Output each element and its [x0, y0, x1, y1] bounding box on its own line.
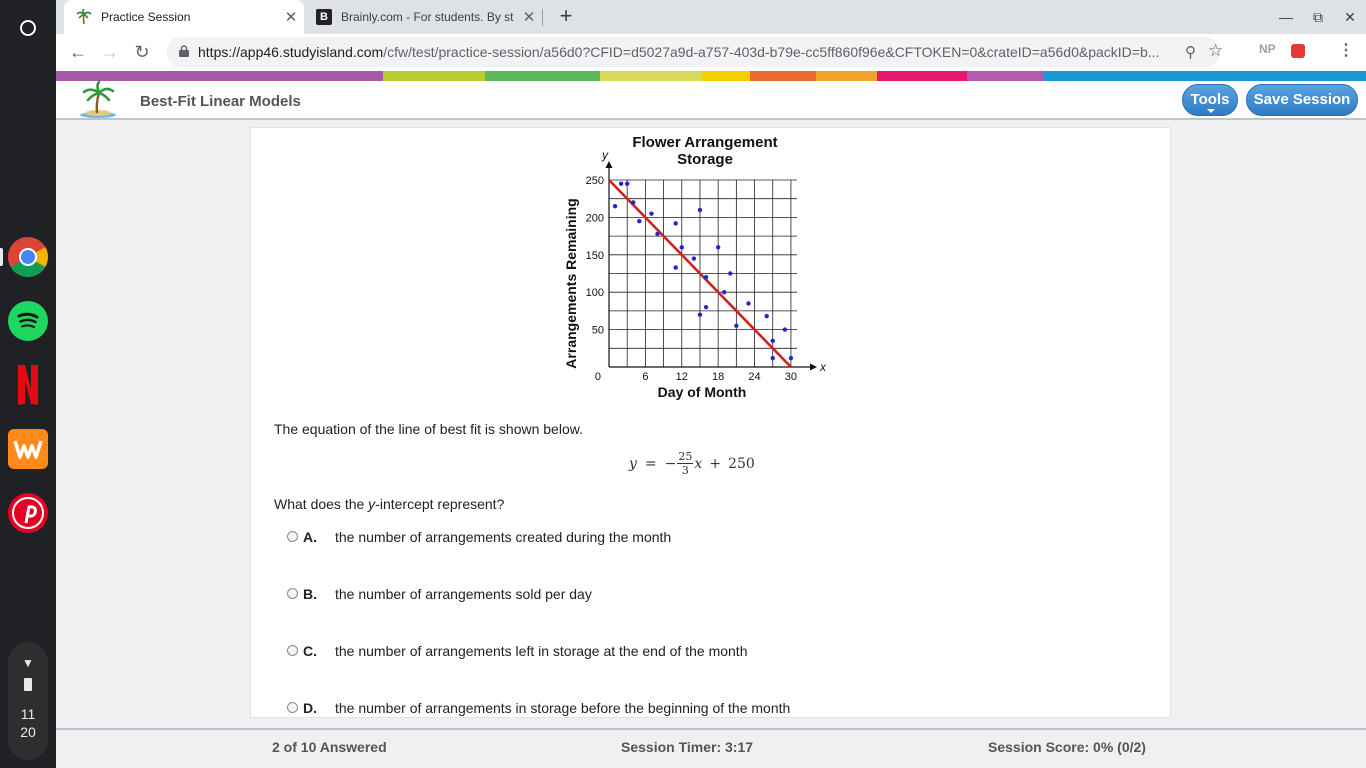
color-stripe-segment — [383, 71, 485, 81]
bookmark-star-icon[interactable]: ☆ — [1208, 41, 1224, 60]
eq-numerator: 25 — [678, 450, 693, 463]
data-point — [704, 305, 708, 309]
data-point — [619, 182, 623, 186]
app-header — [56, 81, 1366, 120]
y-tick-label: 50 — [591, 324, 604, 337]
prompt-text: What does the — [274, 496, 369, 512]
minimize-button[interactable]: — — [1279, 9, 1293, 25]
netflix-icon — [15, 365, 41, 405]
choice-letter: A. — [303, 529, 317, 545]
y-tick-label: 200 — [585, 212, 604, 225]
data-point — [771, 356, 775, 360]
page — [56, 71, 1366, 768]
system-tray[interactable] — [8, 642, 48, 760]
np-extension-icon[interactable]: NP — [1259, 42, 1276, 56]
data-point — [674, 221, 678, 225]
eq-constant: 250 — [728, 455, 755, 472]
data-point — [734, 324, 738, 328]
y-axis-letter: y — [602, 148, 608, 162]
y-tick-label: 100 — [585, 287, 604, 300]
island-logo — [78, 81, 118, 119]
spotify-app-button[interactable] — [8, 301, 48, 341]
data-point — [631, 200, 635, 204]
launcher-button[interactable] — [8, 8, 48, 48]
session-footer — [56, 728, 1366, 768]
tab-strip — [56, 0, 1366, 34]
zoom-icon[interactable]: ⚲ — [1185, 44, 1196, 61]
x-axis-letter: x — [820, 360, 826, 374]
tools-button[interactable] — [1182, 84, 1238, 116]
browser-toolbar — [56, 34, 1366, 71]
data-point — [649, 211, 653, 215]
data-point — [789, 356, 793, 360]
choice-b[interactable] — [287, 584, 592, 604]
back-button[interactable]: ← — [69, 42, 87, 62]
lock-icon — [179, 45, 189, 57]
data-point — [698, 208, 702, 212]
tab-title: Practice Session — [101, 10, 191, 24]
best-fit-equation — [629, 450, 755, 477]
battery-icon — [24, 678, 32, 691]
tab-practice-session[interactable] — [64, 0, 304, 34]
netflix-app-button[interactable] — [8, 365, 48, 405]
chrome-app-button[interactable] — [8, 237, 48, 277]
eq-fraction — [677, 450, 693, 477]
eq-variable: x — [694, 455, 703, 472]
tools-label: Tools — [1190, 91, 1230, 108]
menu-icon[interactable]: ⋮ — [1338, 42, 1354, 59]
x-axis-arrow — [810, 364, 817, 371]
data-point — [698, 312, 702, 316]
clock-hour: 11 — [20, 706, 36, 722]
radio-button[interactable] — [287, 588, 298, 599]
close-tab-icon[interactable]: ✕ — [522, 9, 536, 26]
url-path: /cfw/test/practice-session/a56d0?CFID=d5027a9d-a757-403d-b79e-cc5ff860f96e&CFTOKEN=0&crateID=a56d0&packID=b... — [383, 44, 1160, 60]
launcher-icon — [20, 20, 36, 36]
eq-lhs: y — [629, 455, 637, 472]
choice-text: the number of arrangements created during the month — [335, 529, 672, 545]
x-tick-label: 30 — [784, 371, 798, 383]
y-axis-label: Arrangements Remaining — [563, 198, 579, 369]
forward-button[interactable]: → — [101, 42, 119, 62]
choice-text: the number of arrangements sold per day — [335, 586, 592, 602]
color-stripe-segment — [816, 71, 877, 81]
tab-title: Brainly.com - For students. By st — [341, 10, 514, 24]
session-timer: Session Timer: 3:17 — [621, 739, 754, 755]
reload-button[interactable]: ↻ — [134, 42, 150, 62]
new-tab-button[interactable]: + — [559, 3, 573, 28]
color-stripe-segment — [750, 71, 816, 81]
eq-plus: + — [709, 455, 722, 472]
choice-text: the number of arrangements left in storage at the end of the month — [335, 643, 748, 659]
x-tick-label: 18 — [712, 371, 725, 383]
address-bar[interactable] — [166, 37, 1224, 67]
shield-extension-icon[interactable] — [1291, 44, 1305, 58]
radio-button[interactable] — [287, 531, 298, 542]
active-app-indicator — [0, 248, 3, 266]
data-point — [783, 327, 787, 331]
data-point — [764, 314, 768, 318]
choice-letter: B. — [303, 586, 317, 602]
tab-divider — [542, 9, 543, 26]
data-point — [692, 256, 696, 260]
data-point — [746, 301, 750, 305]
color-stripe-segment — [967, 71, 1044, 81]
prompt-text: -intercept represent? — [375, 496, 505, 512]
eq-sign: − — [664, 455, 677, 472]
y-axis-arrow — [606, 161, 613, 168]
wattpad-app-button[interactable] — [8, 429, 48, 469]
data-point — [625, 182, 629, 186]
scatter-chart — [559, 130, 829, 400]
tab-brainly[interactable] — [304, 0, 542, 34]
x-axis-label: Day of Month — [657, 384, 747, 400]
palm-tree-favicon — [76, 9, 92, 25]
choice-a[interactable] — [287, 527, 671, 547]
color-stripe-segment — [56, 71, 383, 81]
question-prompt — [274, 496, 504, 512]
y-tick-label: 150 — [585, 249, 604, 262]
clock-minute: 20 — [20, 724, 36, 740]
data-point — [674, 265, 678, 269]
color-stripe-segment — [702, 71, 750, 81]
data-point — [613, 204, 617, 208]
radio-button[interactable] — [287, 645, 298, 656]
answered-count: 2 of 10 Answered — [272, 739, 387, 755]
choice-letter: C. — [303, 643, 317, 659]
clock — [8, 705, 48, 741]
color-stripe — [56, 71, 1366, 81]
color-stripe-segment — [485, 71, 600, 81]
pinterest-icon — [8, 493, 48, 533]
url-host: https://app46.studyisland.com — [198, 44, 384, 60]
color-stripe-segment — [600, 71, 702, 81]
close-window-button[interactable]: ✕ — [1344, 9, 1356, 25]
equation-intro: The equation of the line of best fit is shown below. — [274, 421, 583, 437]
choice-text: the number of arrangements in storage before the beginning of the month — [335, 700, 791, 716]
choice-d[interactable] — [287, 698, 790, 718]
x-tick-label: 6 — [642, 371, 649, 383]
data-point — [722, 290, 726, 294]
wifi-icon: ▼ — [22, 656, 34, 670]
lesson-title: Best-Fit Linear Models — [140, 93, 301, 110]
color-stripe-segment — [877, 71, 967, 81]
data-point — [728, 271, 732, 275]
pinterest-app-button[interactable] — [8, 493, 48, 533]
spotify-icon — [17, 312, 39, 330]
url-text — [198, 37, 1173, 67]
chevron-down-icon — [1207, 109, 1215, 113]
session-score: Session Score: 0% (0/2) — [988, 739, 1146, 755]
origin-label: 0 — [594, 371, 601, 383]
brainly-favicon: B — [316, 9, 332, 25]
data-point — [680, 245, 684, 249]
wattpad-icon — [13, 438, 43, 460]
x-tick-label: 12 — [675, 371, 688, 383]
os-shelf — [0, 0, 56, 768]
data-point — [704, 275, 708, 279]
chrome-icon — [8, 237, 48, 277]
data-point — [637, 219, 641, 223]
radio-button[interactable] — [287, 702, 298, 713]
chart-title: Flower Arrangement — [632, 134, 778, 151]
data-point — [716, 245, 720, 249]
eq-denominator: 3 — [681, 464, 689, 477]
choice-c[interactable] — [287, 641, 747, 661]
question-panel — [250, 127, 1171, 718]
close-tab-icon[interactable]: ✕ — [284, 9, 298, 26]
eq-equals: = — [644, 455, 657, 472]
chart-title: Storage — [677, 151, 733, 168]
restore-button[interactable]: ⧉ — [1313, 9, 1323, 25]
color-stripe-segment — [1044, 71, 1366, 81]
x-tick-label: 24 — [748, 371, 761, 383]
save-session-button[interactable]: Save Session — [1246, 84, 1358, 116]
choice-letter: D. — [303, 700, 317, 716]
prompt-variable: y — [368, 496, 376, 512]
data-point — [771, 339, 775, 343]
data-point — [655, 232, 659, 236]
y-tick-label: 250 — [585, 175, 604, 187]
